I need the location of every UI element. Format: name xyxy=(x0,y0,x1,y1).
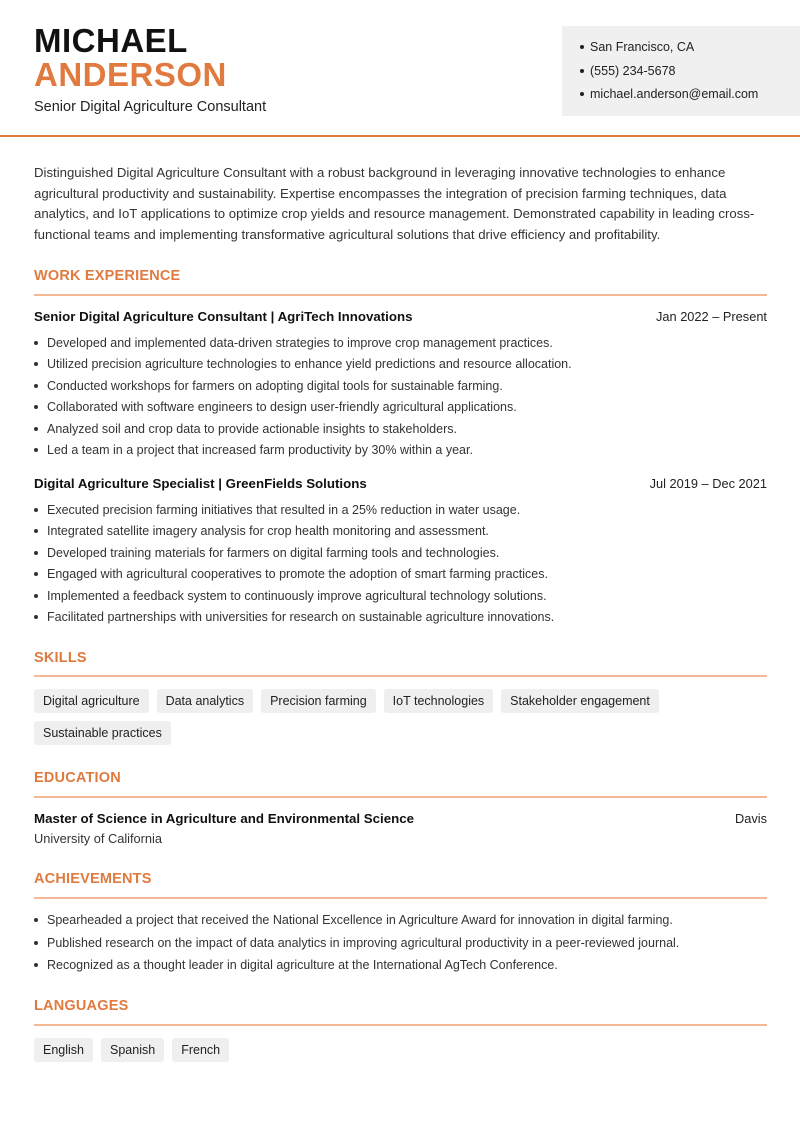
bullet-icon xyxy=(34,508,38,512)
job-title: Senior Digital Agriculture Consultant xyxy=(34,99,267,115)
contact-box xyxy=(562,26,800,116)
section-title-work: WORK EXPERIENCE xyxy=(34,268,181,284)
bullet-icon xyxy=(34,615,38,619)
bullet-icon xyxy=(34,448,38,452)
list-item: Analyzed soil and crop data to provide actionable insights to stakeholders. xyxy=(34,420,767,441)
skill-tag: Digital agriculture xyxy=(34,689,149,713)
list-item: Executed precision farming initiatives that resulted in a 25% reduction in water usage. xyxy=(34,501,767,522)
bullet-icon xyxy=(34,427,38,431)
job-role: Digital Agriculture Specialist | GreenFields Solutions xyxy=(34,476,367,491)
section-title-education: EDUCATION xyxy=(34,770,121,786)
list-item: Integrated satellite imagery analysis for crop health monitoring and assessment. xyxy=(34,522,767,543)
bullet-icon xyxy=(34,405,38,409)
list-item: Utilized precision agriculture technologies to enhance yield predictions and resource allocation. xyxy=(34,355,767,376)
section-divider xyxy=(34,675,767,677)
list-item: Developed and implemented data-driven strategies to improve crop management practices. xyxy=(34,334,767,355)
job-header xyxy=(34,309,767,324)
bullet-icon xyxy=(34,362,38,366)
bullet-icon xyxy=(580,69,584,73)
section-divider xyxy=(34,1024,767,1026)
languages-list xyxy=(34,1038,774,1062)
job-bullets xyxy=(34,334,767,462)
list-item: Engaged with agricultural cooperatives to promote the adoption of smart farming practices. xyxy=(34,565,767,586)
location-text: San Francisco, CA xyxy=(590,40,695,54)
education-row xyxy=(34,811,767,826)
bullet-icon xyxy=(34,963,38,967)
contact-phone xyxy=(580,62,800,86)
section-title-languages: LANGUAGES xyxy=(34,998,129,1014)
list-item: Collaborated with software engineers to design user-friendly agricultural applications. xyxy=(34,398,767,419)
bullet-icon xyxy=(34,918,38,922)
first-name: MICHAEL xyxy=(34,22,188,59)
language-tag: French xyxy=(172,1038,229,1062)
list-item: Facilitated partnerships with universities for research on sustainable agriculture innovations. xyxy=(34,608,767,629)
section-divider xyxy=(34,294,767,296)
section-divider xyxy=(34,897,767,899)
bullet-icon xyxy=(34,551,38,555)
list-item: Led a team in a project that increased farm productivity by 30% within a year. xyxy=(34,441,767,462)
skills-list xyxy=(34,689,774,745)
bullet-icon xyxy=(34,529,38,533)
skill-tag: Data analytics xyxy=(157,689,254,713)
bullet-icon xyxy=(34,341,38,345)
bullet-icon xyxy=(34,384,38,388)
skill-tag: Sustainable practices xyxy=(34,721,171,745)
contact-email xyxy=(580,85,800,109)
skill-tag: IoT technologies xyxy=(384,689,494,713)
list-item: Developed training materials for farmers on digital farming tools and technologies. xyxy=(34,544,767,565)
last-name: ANDERSON xyxy=(34,56,227,93)
contact-location xyxy=(580,38,800,62)
section-divider xyxy=(34,796,767,798)
education-degree: Master of Science in Agriculture and Environmental Science xyxy=(34,811,415,826)
list-item: Published research on the impact of data analytics in improving agricultural productivity in a peer-reviewed journal. xyxy=(34,934,767,957)
job-dates: Jul 2019 – Dec 2021 xyxy=(649,476,767,491)
list-item: Recognized as a thought leader in digital agriculture at the International AgTech Conference. xyxy=(34,956,767,979)
list-item: Conducted workshops for farmers on adopting digital tools for sustainable farming. xyxy=(34,377,767,398)
list-item: Spearheaded a project that received the National Excellence in Agriculture Award for innovation in digital farming. xyxy=(34,911,767,934)
section-title-achievements: ACHIEVEMENTS xyxy=(34,871,152,887)
skill-tag: Stakeholder engagement xyxy=(501,689,659,713)
achievements-list xyxy=(34,911,767,979)
email-text: michael.anderson@email.com xyxy=(590,87,759,101)
bullet-icon xyxy=(34,594,38,598)
bullet-icon xyxy=(34,941,38,945)
job-role: Senior Digital Agriculture Consultant | AgriTech Innovations xyxy=(34,309,413,324)
resume-header xyxy=(0,0,800,137)
section-title-skills: SKILLS xyxy=(34,650,87,666)
job-header xyxy=(34,476,767,491)
job-dates: Jan 2022 – Present xyxy=(656,309,767,324)
language-tag: English xyxy=(34,1038,93,1062)
bullet-icon xyxy=(34,572,38,576)
summary-paragraph: Distinguished Digital Agriculture Consultant with a robust background in leveraging innovative technologies to enhance agricultural productivity and sustainability. Expertise encompasses the integration of precision farming techniques, data analytics, and IoT applications to optimize crop yields and resource management. Demonstrated capability in leading cross-functional teams and implementing transformative agricultural solutions that drive efficiency and profitability. xyxy=(34,165,755,243)
skill-tag: Precision farming xyxy=(261,689,376,713)
bullet-icon xyxy=(580,45,584,49)
phone-text: (555) 234-5678 xyxy=(590,63,676,78)
list-item: Implemented a feedback system to continuously improve agricultural technology solutions. xyxy=(34,587,767,608)
bullet-icon xyxy=(580,92,584,96)
language-tag: Spanish xyxy=(101,1038,164,1062)
education-school: University of California xyxy=(34,831,163,846)
job-bullets xyxy=(34,501,767,629)
education-location: Davis xyxy=(735,811,767,826)
